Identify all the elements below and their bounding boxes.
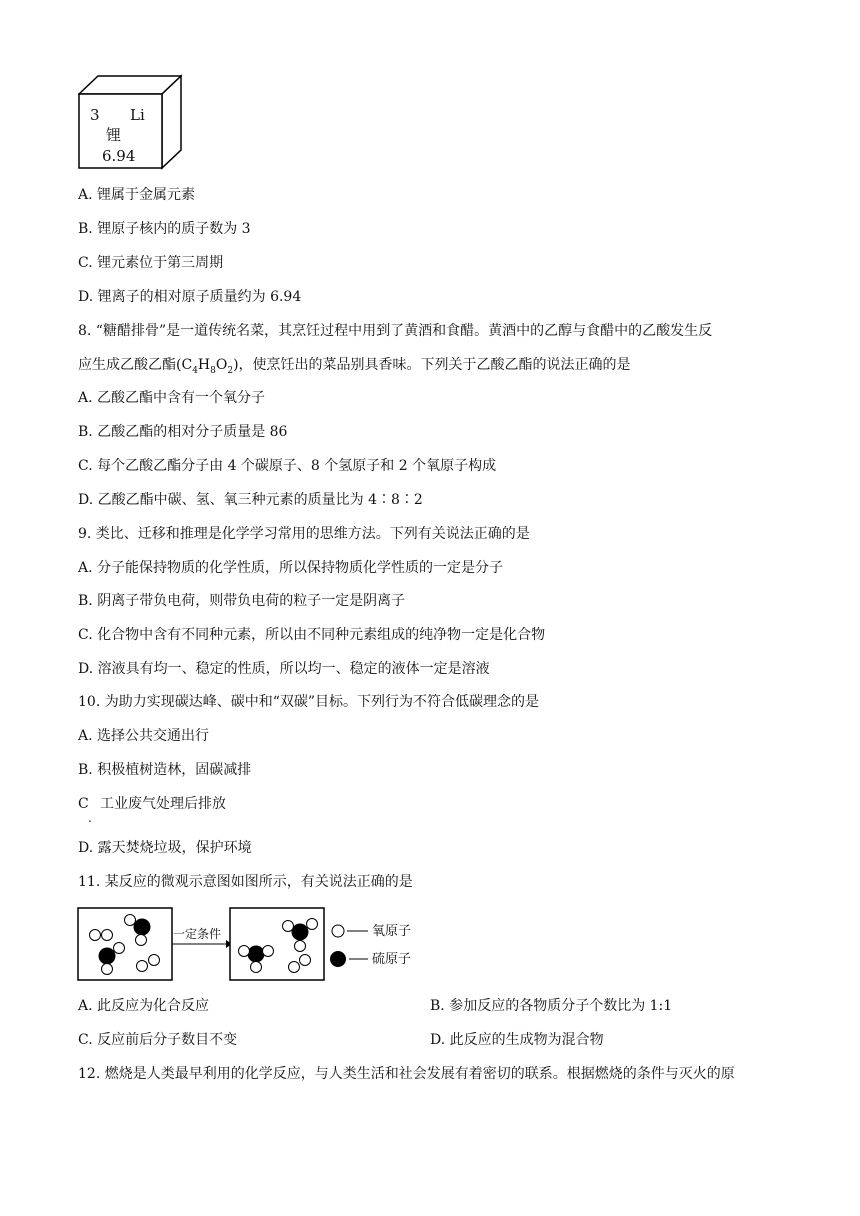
q8-option-c: C. 每个乙酸乙酯分子由 4 个碳原子、8 个氢原子和 2 个氧原子构成: [78, 458, 497, 474]
q9-option-b: B. 阴离子带负电荷，则带负电荷的粒子一定是阴离子: [78, 593, 406, 609]
q8-option-d: D. 乙酸乙酯中碳、氢、氧三种元素的质量比为 4∶8∶2: [78, 492, 423, 508]
q7-option-a: A. 锂属于金属元素: [78, 187, 196, 203]
q9-option-a: A. 分子能保持物质的化学性质，所以保持物质化学性质的一定是分子: [78, 560, 504, 576]
q8-option-a: A. 乙酸乙酯中含有一个氧分子: [78, 390, 266, 406]
element-name: 锂: [106, 126, 122, 144]
q10-option-a: A. 选择公共交通出行: [78, 728, 210, 744]
q10-option-c-letter: C: [78, 796, 89, 812]
q10-option-d: D. 露天焚烧垃圾，保护环境: [78, 840, 252, 856]
q8-stem-line2: [78, 355, 631, 381]
formula-element: H: [197, 357, 211, 373]
q10-option-c-text: 工业废气处理后排放: [100, 796, 226, 812]
q11-option-c: C. 反应前后分子数目不变: [78, 1032, 238, 1048]
q9-stem: 9. 类比、迁移和推理是化学学习常用的思维方法。下列有关说法正确的是: [78, 526, 530, 542]
q11-option-b: B. 参加反应的各物质分子个数比为 1:1: [430, 998, 673, 1014]
q11-option-d: D. 此反应的生成物为混合物: [430, 1032, 604, 1048]
q8-option-b: B. 乙酸乙酯的相对分子质量是 86: [78, 424, 288, 440]
q7-option-d: D. 锂离子的相对原子质量约为 6.94: [78, 289, 302, 305]
reaction-diagram: [76, 906, 426, 984]
q9-option-d: D. 溶液具有均一、稳定的性质，所以均一、稳定的液体一定是溶液: [78, 661, 490, 677]
q8-stem-line1: 8. “糖醋排骨”是一道传统名菜，其烹饪过程中用到了黄酒和食醋。黄酒中的乙醇与食醋中的乙酸发生反: [78, 323, 713, 339]
formula-subscript: 4: [192, 365, 198, 376]
q8-stem-text: )，使烹饪出的菜品别具香味。下列关于乙酸乙酯的说法正确的是: [233, 357, 631, 373]
q10-stem: 10. 为助力实现碳达峰、碳中和“双碳”目标。下列行为不符合低碳理念的是: [78, 694, 540, 710]
q8-stem-text: 应生成乙酸乙酯(C: [78, 357, 193, 373]
q10-option-c-dot: .: [88, 811, 92, 825]
atomic-number: 3: [90, 106, 100, 124]
legend-sulfur-label: 硫原子: [372, 952, 412, 967]
formula-element: O: [215, 357, 228, 373]
element-symbol: Li: [130, 106, 145, 124]
formula-subscript: 2: [227, 365, 234, 376]
q7-option-c: C. 锂元素位于第三周期: [78, 255, 224, 271]
q12-stem: 12. 燃烧是人类最早利用的化学反应，与人类生活和社会发展有着密切的联系。根据燃烧的条件与灭火的原: [78, 1066, 735, 1082]
arrow-condition-label: 一定条件: [173, 927, 222, 941]
q11-option-a: A. 此反应为化合反应: [78, 998, 210, 1014]
legend-oxygen-label: 氧原子: [372, 924, 412, 939]
reaction-diagram-graphic: [76, 906, 426, 984]
q7-option-b: B. 锂原子核内的质子数为 3: [78, 221, 251, 237]
q10-option-b: B. 积极植树造林，固碳减排: [78, 762, 252, 778]
q11-stem: 11. 某反应的微观示意图如图所示，有关说法正确的是: [78, 874, 413, 890]
q9-option-c: C. 化合物中含有不同种元素，所以由不同种元素组成的纯净物一定是化合物: [78, 627, 546, 643]
formula-subscript: 8: [210, 365, 216, 376]
element-card-lithium: [78, 74, 182, 170]
atomic-mass: 6.94: [102, 147, 136, 165]
